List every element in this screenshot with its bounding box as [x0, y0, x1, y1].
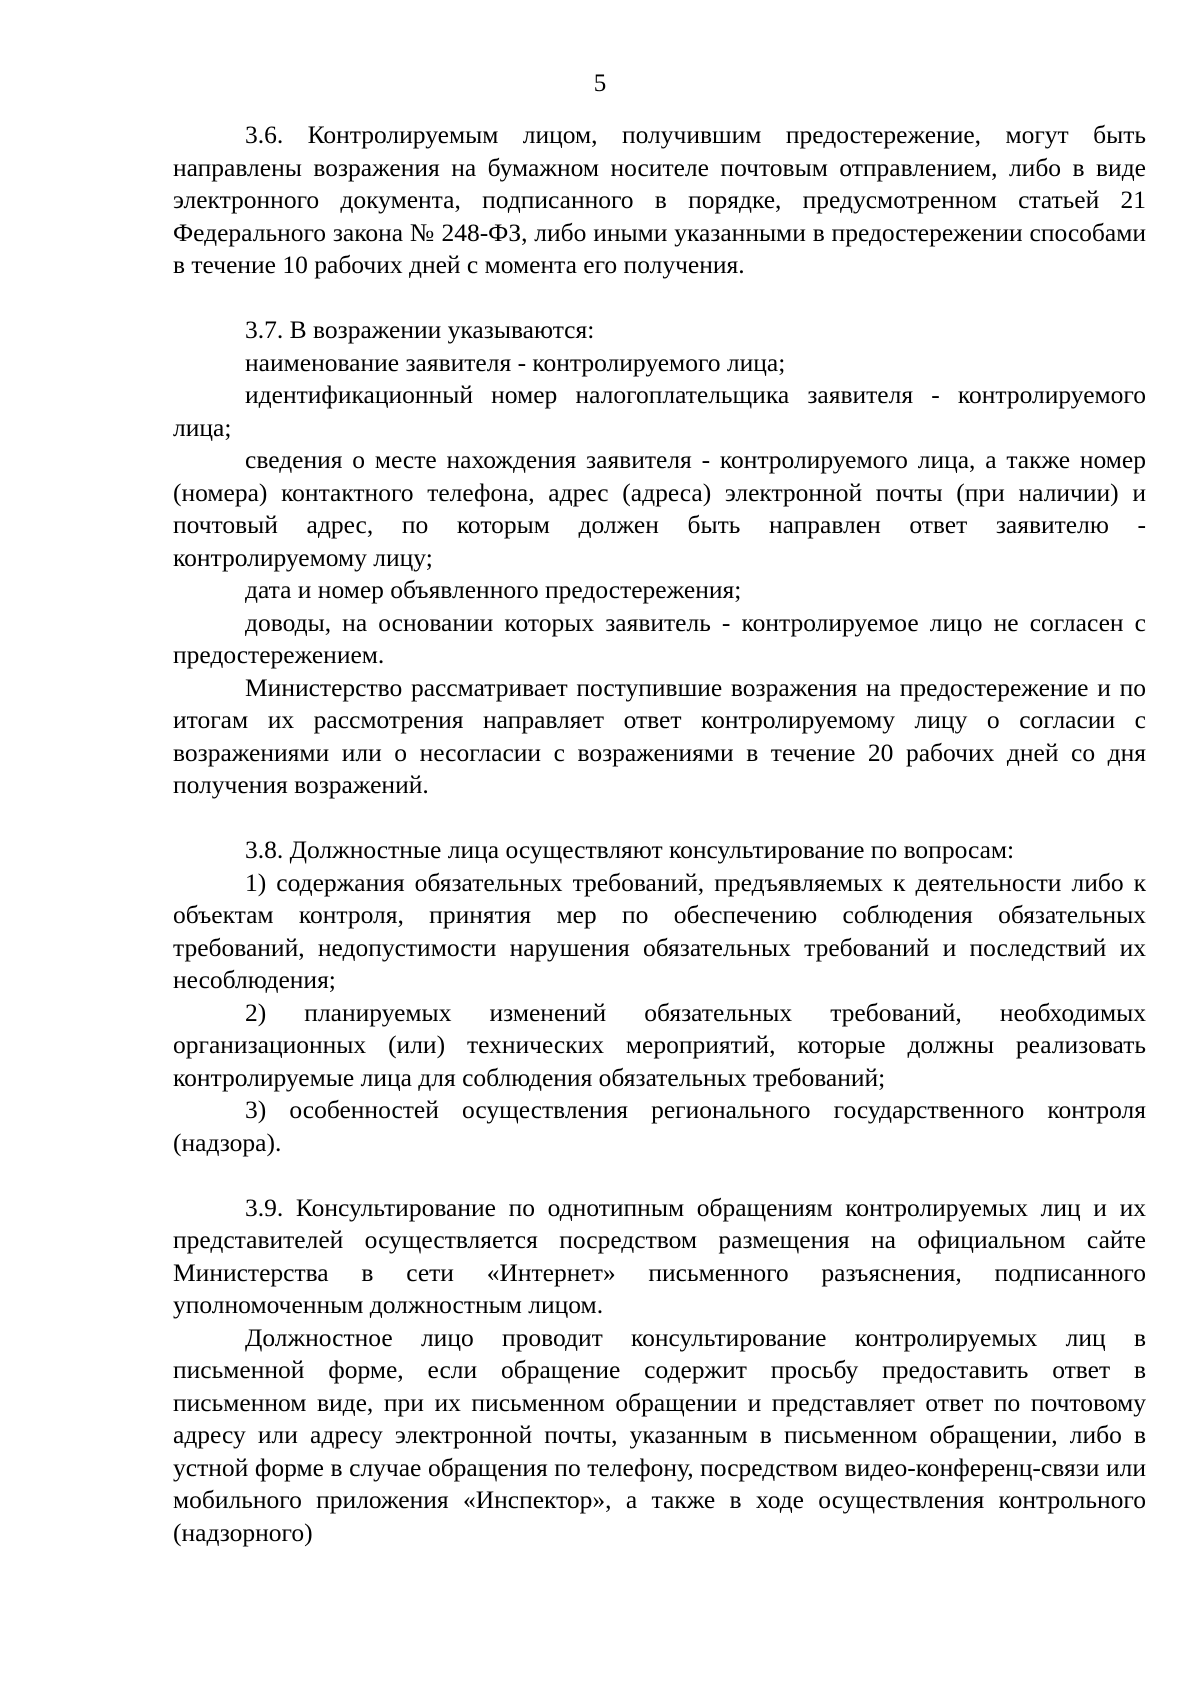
paragraph-consultation: Должностное лицо проводит консультирование контролируемых лиц в письменной форме, если обращение содержит просьбу предоставить ответ в письменном виде, при их письменном обращении и представляет ответ по почтовому адресу или адресу электронной почты, указанным в письменном обращении, либо в устной форме в случае обращения по телефону, посредством видео-конференц-связи или мобильного приложения «Инспектор», а также в ходе осуществления контрольного (надзорного) [173, 1322, 1146, 1547]
list-item-3: 3) особенностей осуществления регионального государственного контроля (надзора). [173, 1095, 1146, 1157]
paragraph-gap [173, 802, 1146, 835]
list-item-applicant-name: наименование заявителя - контролируемого лица; [245, 347, 786, 377]
list-item-tax-id: идентификационный номер налогоплательщика заявителя - контролируемого лица; [173, 380, 1146, 442]
paragraph-gap [173, 1159, 1146, 1192]
list-item-2: 2) планируемых изменений обязательных требований, необходимых организационных (или) технических мероприятий, которые должны реализовать контролируемые лица для соблюдения обязательных требований; [173, 997, 1146, 1092]
paragraph-3-7-heading: 3.7. В возражении указываются: [245, 315, 595, 344]
list-item-location-contacts: сведения о месте нахождения заявителя - контролируемого лица, а также номер (номера) контактного телефона, адрес (адреса) электронной почты (при наличии) и почтовый адрес, по которым должен быть направлен ответ заявителю - контролируемому лицу; [173, 445, 1146, 572]
paragraph-gap [173, 282, 1146, 315]
list-item-1: 1) содержания обязательных требований, предъявляемых к деятельности либо к объектам контроля, принятия мер по обеспечению соблюдения обязательных требований, недопустимости нарушения обязательных требований и последствий их несоблюдения; [173, 867, 1146, 994]
paragraph-ministry-review: Министерство рассматривает поступившие возражения на предостережение и по итогам их рассмотрения направляет ответ контролируемому лицу о согласии с возражениями или о несогласии с возражениями в течение 20 рабочих дней со дня получения возражений. [173, 672, 1146, 799]
paragraph-3-8-heading: 3.8. Должностные лица осуществляют консультирование по вопросам: [245, 835, 1015, 864]
paragraph-3-6: 3.6. Контролируемым лицом, получившим предостережение, могут быть направлены возражения на бумажном носителе почтовым отправлением, либо в виде электронного документа, подписанного в порядке, предусмотренном статьей 21 Федерального закона № 248-ФЗ, либо иными указанными в предостережении способами в течение 10 рабочих дней с момента его получения. [173, 120, 1146, 279]
list-item-arguments: доводы, на основании которых заявитель - контролируемое лицо не согласен с предостережением. [173, 607, 1146, 669]
page-number: 5 [593, 70, 607, 97]
document-body [173, 119, 1146, 1549]
list-item-warning-date-number: дата и номер объявленного предостережения; [245, 575, 742, 604]
paragraph-3-9: 3.9. Консультирование по однотипным обращениям контролируемых лиц и их представителей осуществляется посредством размещения на официальном сайте Министерства в сети «Интернет» письменного разъяснения, подписанного уполномоченным должностным лицом. [173, 1192, 1146, 1319]
